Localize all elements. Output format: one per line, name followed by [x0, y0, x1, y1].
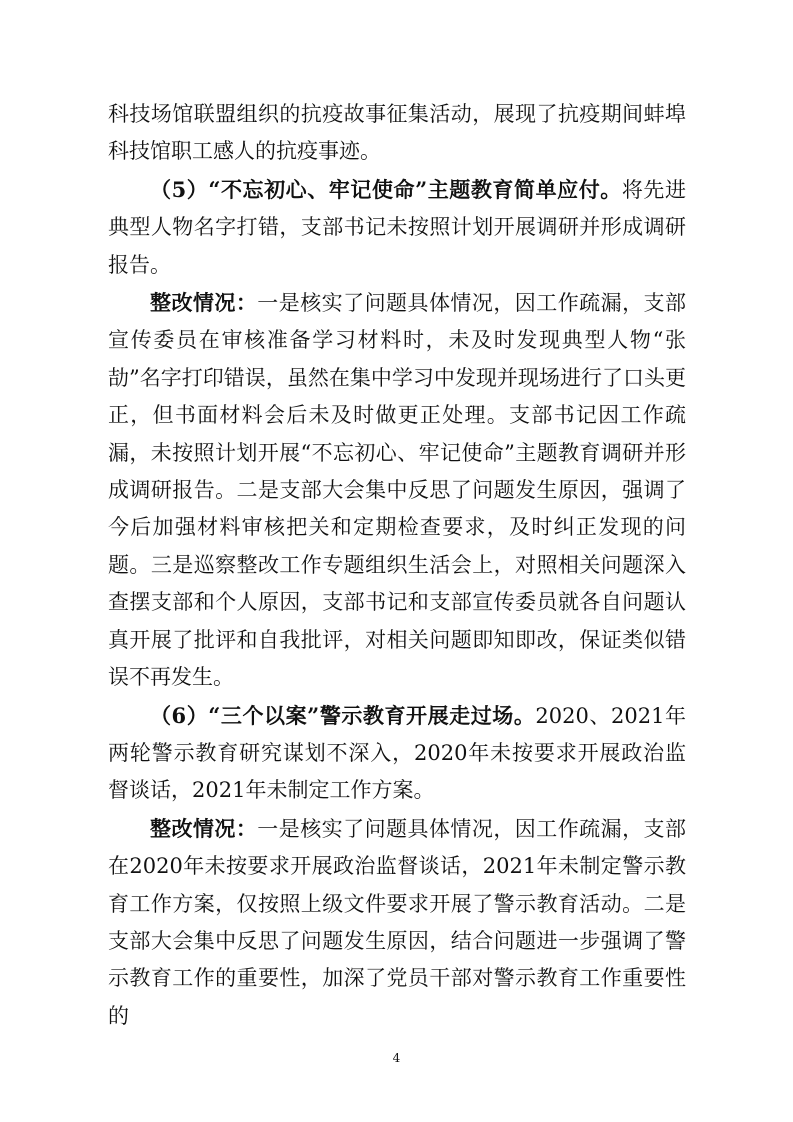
item-heading: （5）“不忘初心、牢记使命”主题教育简单应付。	[150, 176, 622, 202]
paragraph-text: 将先进典型人物名字打错，支部书记未按照计划开展调研并形成调研报告。	[108, 177, 686, 277]
paragraph-text: 一是核实了问题具体情况，因工作疏漏，支部在2020年未按要求开展政治监督谈话，2021年未制定警示教育工作方案，仅按照上级文件要求开展了警示教育活动。二是支部大会集中反思了问题发生原因，结合问题进一步强调了警示教育工作的重要性，加深了党员干部对警示教育工作重要性的	[108, 816, 687, 1028]
paragraph-text: 2020、2021年两轮警示教育研究谋划不深入，2020年未按要求开展政治监督谈话，2021年未制定工作方案。	[108, 703, 686, 803]
body-text	[108, 96, 686, 1035]
paragraph-rectification-6	[108, 810, 686, 1035]
rectification-label: 整改情况：	[150, 815, 258, 841]
paragraph-item-6	[108, 697, 686, 810]
rectification-label: 整改情况：	[150, 290, 258, 316]
paragraph-text: 科技场馆联盟组织的抗疫故事征集活动，展现了抗疫期间蚌埠科技馆职工感人的抗疫事迹。	[108, 102, 686, 164]
paragraph-item-5	[108, 171, 686, 284]
paragraph-text: 一是核实了问题具体情况，因工作疏漏，支部宣传委员在审核准备学习材料时，未及时发现典型人物“张劼”名字打印错误，虽然在集中学习中发现并现场进行了口头更正，但书面材料会后未及时做更正处理。支部书记因工作疏漏，未按照计划开展“不忘初心、牢记使命”主题教育调研并形成调研报告。二是支部大会集中反思了问题发生原因，强调了今后加强材料审核把关和定期检查要求，及时纠正发现的问题。三是巡察整改工作专题组织生活会上，对照相关问题深入查摆支部和个人原因，支部书记和支部宣传委员就各自问题认真开展了批评和自我批评，对相关问题即知即改，保证类似错误不再发生。	[108, 291, 687, 690]
page-number: 4	[392, 1051, 401, 1065]
item-heading: （6）“三个以案”警示教育开展走过场。	[150, 702, 536, 728]
paragraph-rectification-5	[108, 284, 686, 696]
paragraph-continuation	[108, 96, 686, 171]
